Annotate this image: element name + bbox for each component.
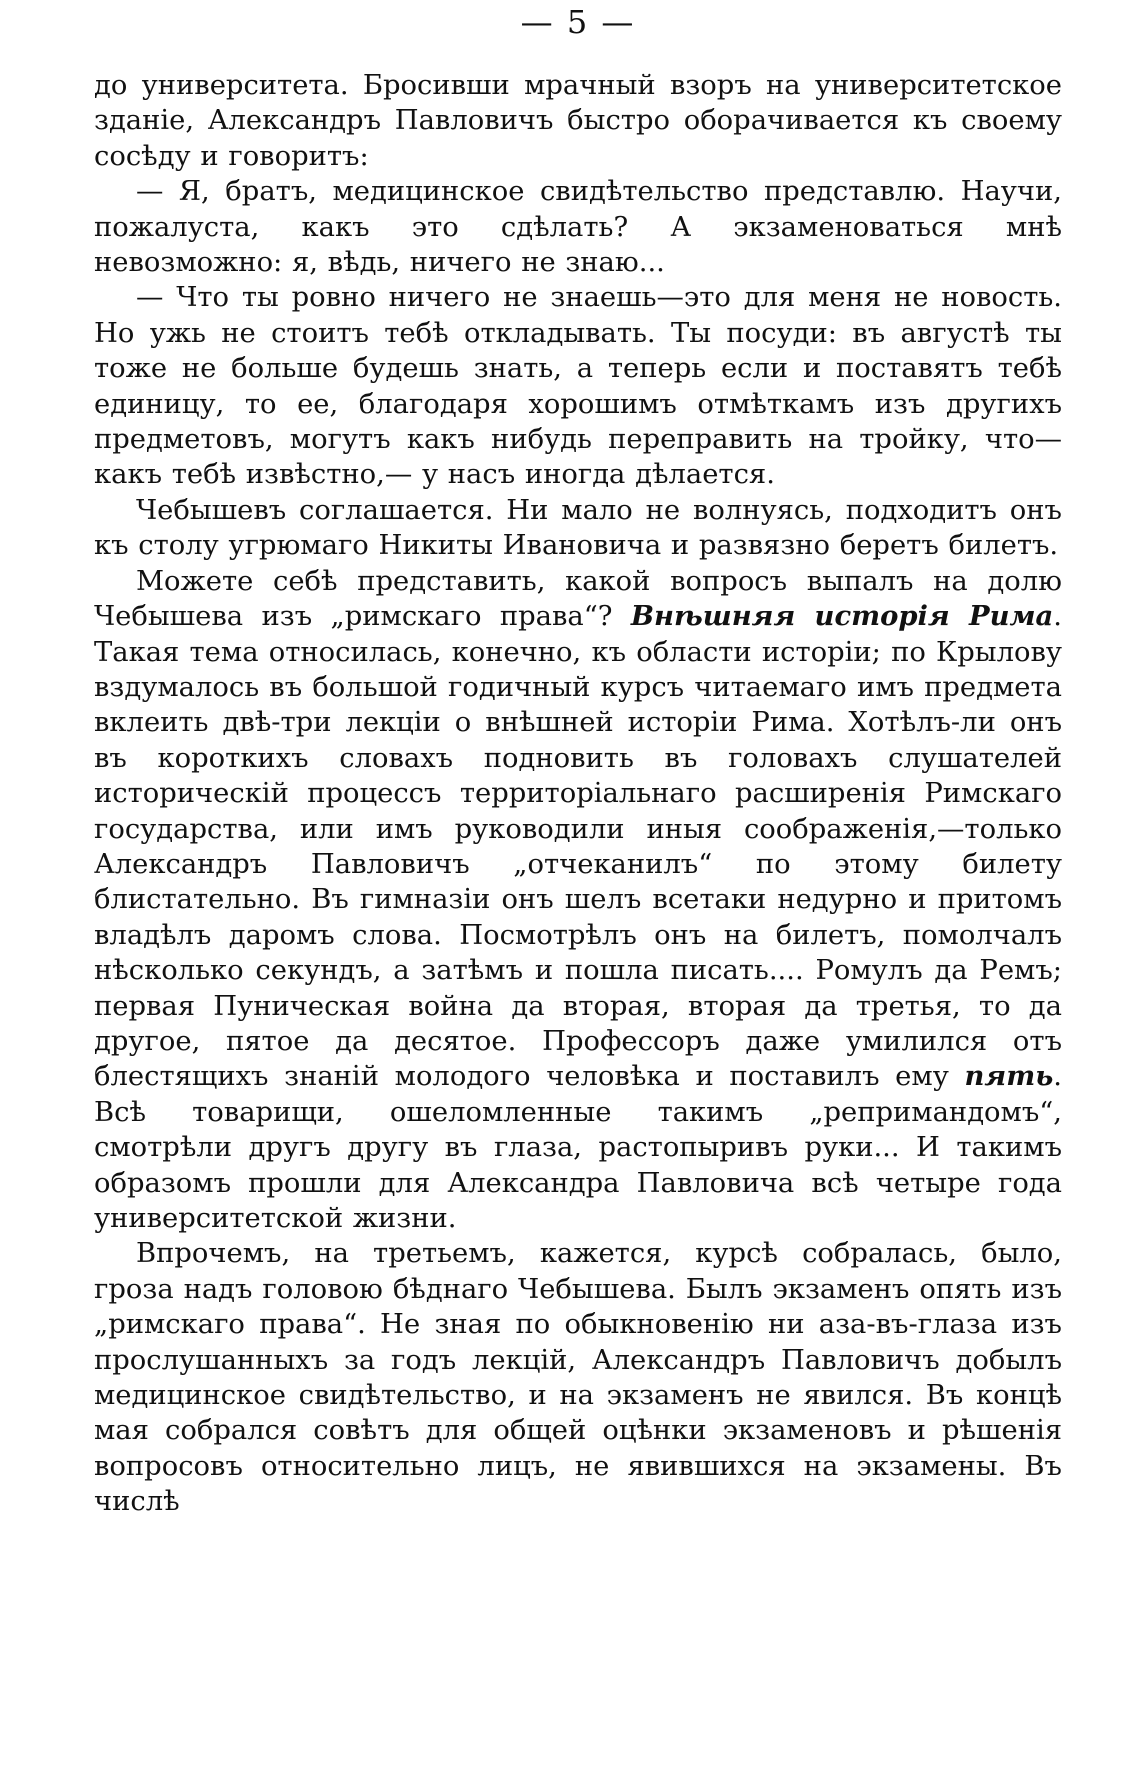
emphasis-grade-five: пять	[964, 1060, 1054, 1093]
emphasis-roman-history: Внѣшняя исторія Рима	[630, 600, 1054, 633]
paragraph-exam-question	[94, 564, 1062, 1237]
paragraph-continuation: до университета. Бросивши мрачный взоръ на университетское зданіе, Александръ Павловичъ быстро оборачивается къ своему сосѣду и говоритъ:	[94, 70, 1062, 172]
paragraph-text-c: . Всѣ товарищи, ошеломленные такимъ „репримандомъ“, смотрѣли другъ другу въ глаза, растопыривъ руки... И такимъ образомъ прошли для Александра Павловича всѣ четыре года университетской жизни.	[94, 1061, 1062, 1234]
page-number: — 5 —	[520, 3, 636, 41]
page-body	[94, 68, 1062, 1520]
paragraph-dialogue-2: — Что ты ровно ничего не знаешь—это для меня не новость. Но ужь не стоитъ тебѣ откладывать. Ты посуди: въ августѣ ты тоже не больше будешь знать, а теперь если и поставятъ тебѣ единицу, то ее, благодаря хорошимъ отмѣткамъ изъ другихъ предметовъ, могутъ какъ нибудь переправить на тройку, что—какъ тебѣ извѣстно,— у насъ иногда дѣлается.	[94, 282, 1062, 491]
paragraph-text-b: . Такая тема относилась, конечно, къ области исторіи; по Крылову вздумалось въ большой годичный курсъ читаемаго имъ предмета вклеить двѣ-три лекціи о внѣшней исторіи Рима. Хотѣлъ-ли онъ въ короткихъ словахъ подновить въ головахъ слушателей историческій процессъ территоріальнаго расширенія Римскаго государства, или имъ руководили иныя соображенія,—только Александръ Павловичъ „отчеканилъ“ по этому билету блистательно. Въ гимназіи онъ шелъ всетаки недурно и притомъ владѣлъ даромъ слова. Посмотрѣлъ онъ на билетъ, помолчалъ нѣсколько секундъ, а затѣмъ и пошла писать.... Ромулъ да Ремъ; первая Пуническая война да вторая, вторая да третья, то да другое, пятое да десятое. Профессоръ даже умилился отъ блестящихъ знаній молодого человѣка и поставилъ ему	[94, 601, 1062, 1093]
paragraph-dialogue-1: — Я, братъ, медицинское свидѣтельство представлю. Научи, пожалуста, какъ это сдѣлать? А экзаменоваться мнѣ невозможно: я, вѣдь, ничего не знаю...	[94, 176, 1062, 279]
paragraph-third-year: Впрочемъ, на третьемъ, кажется, курсѣ собралась, было, гроза надъ головою бѣднаго Чебышева. Былъ экзаменъ опять изъ „римскаго права“. Не зная по обыкновенію ни аза-въ-глаза изъ прослушанныхъ за годъ лекцій, Александръ Павловичъ добылъ медицинское свидѣтельство, и на экзаменъ не явился. Въ концѣ мая собрался совѣтъ для общей оцѣнки экзаменовъ и рѣшенія вопросовъ относительно лицъ, не явившихся на экзамены. Въ числѣ	[94, 1238, 1062, 1518]
book-page	[94, 0, 1062, 1520]
paragraph-text-a: Можете себѣ представить, какой вопросъ выпалъ на долю Чебышева изъ „римскаго права“?	[94, 565, 1062, 633]
paragraph-chebyshev-agrees: Чебышевъ соглашается. Ни мало не волнуясь, подходитъ онъ къ столу угрюмаго Никиты Ивановича и развязно беретъ билетъ.	[94, 494, 1062, 562]
